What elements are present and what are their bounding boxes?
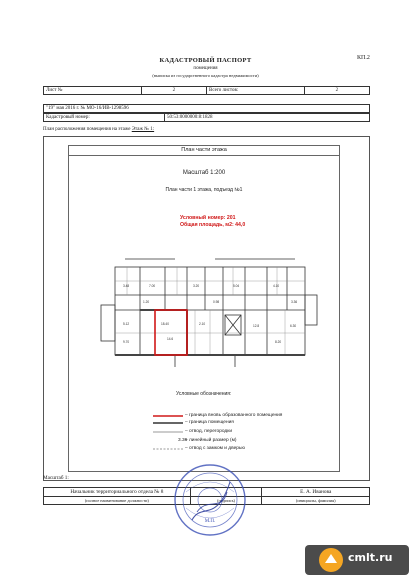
document-subtitle-note: (выписка из государственного кадастра недвижимости) bbox=[152, 73, 259, 78]
cadastral-value: 50:53:0000000:8:1828 bbox=[164, 114, 213, 122]
legend-item-new-boundary: – граница вновь образованного помещения bbox=[185, 413, 283, 418]
conditional-number: Условный номер: 201 bbox=[180, 215, 236, 221]
legend-item-partitions: – отвод, перегородки bbox=[185, 429, 233, 434]
legend-item-boundary: – граница помещения bbox=[185, 420, 234, 425]
svg-text:14.6: 14.6 bbox=[167, 337, 174, 341]
plan-caption bbox=[43, 127, 154, 132]
official-stamp bbox=[172, 462, 248, 538]
floor-plan-drawing bbox=[95, 255, 320, 370]
svg-text:1.20: 1.20 bbox=[143, 300, 150, 304]
legend-dim-sample: 3.36 bbox=[178, 438, 188, 443]
svg-text:0.98: 0.98 bbox=[213, 300, 220, 304]
plan-text: План расположения помещения на этаже bbox=[43, 127, 131, 132]
svg-text:18.40: 18.40 bbox=[161, 322, 169, 326]
legend-item-linear: – линейный размер (м) bbox=[185, 438, 237, 443]
svg-text:7.00: 7.00 bbox=[149, 284, 156, 288]
total-sheets-label: Всего листов: bbox=[206, 87, 304, 95]
footer-scale-label: Масштаб 1: bbox=[43, 475, 69, 481]
svg-text:5.12: 5.12 bbox=[123, 322, 130, 326]
plan-scale: Масштаб 1:200 bbox=[182, 170, 226, 176]
signature-caption: (подпись) bbox=[190, 497, 262, 505]
total-sheets-value: 2 bbox=[304, 87, 369, 95]
svg-text:9.70: 9.70 bbox=[123, 340, 130, 344]
document-title: КАДАСТРОВЫЙ ПАСПОРТ bbox=[159, 57, 252, 64]
total-area: Общая площадь, м2: 44,0 bbox=[180, 222, 246, 228]
svg-text:12.8: 12.8 bbox=[253, 324, 260, 328]
legend-title: Условные обозначения: bbox=[176, 391, 232, 397]
svg-text:4.10: 4.10 bbox=[273, 284, 280, 288]
official-position: Начальник территориального отдела № 8 bbox=[44, 488, 191, 497]
date-line: "19" мая 2016 г. № МО-16/ИВ-1298596 bbox=[46, 106, 129, 111]
sheet-value: 2 bbox=[141, 87, 206, 95]
position-caption: (полное наименование должности) bbox=[44, 497, 191, 505]
stamp-mp-label: М.П. bbox=[204, 519, 216, 524]
svg-text:8.20: 8.20 bbox=[275, 340, 282, 344]
legend-samples bbox=[150, 398, 186, 458]
cadastral-row bbox=[43, 113, 370, 122]
svg-text:2.10: 2.10 bbox=[199, 322, 206, 326]
sheet-table bbox=[43, 86, 370, 95]
svg-text:3.36: 3.36 bbox=[291, 300, 298, 304]
legend-item-door: – отвод с замком и дверью bbox=[185, 446, 246, 451]
form-code: КП.2 bbox=[357, 55, 370, 61]
watermark-text: cmlt.ru bbox=[348, 551, 393, 564]
date-row bbox=[43, 104, 370, 113]
cadastral-label: Кадастровый номер: bbox=[46, 115, 90, 120]
svg-text:3.48: 3.48 bbox=[123, 284, 130, 288]
official-name: Е. А. Иванова bbox=[262, 488, 370, 497]
document-subtitle: помещения bbox=[193, 66, 218, 71]
svg-text:6.30: 6.30 bbox=[290, 324, 297, 328]
name-caption: (инициалы, фамилия) bbox=[262, 497, 370, 505]
svg-text:5.04: 5.04 bbox=[233, 284, 240, 288]
floor-label: План части 1 этажа, подъезд №1 bbox=[165, 187, 243, 193]
sheet-label: Лист № bbox=[44, 87, 142, 95]
plan-floor: Этаж № 1: bbox=[131, 127, 155, 132]
svg-text:3.20: 3.20 bbox=[193, 284, 200, 288]
plan-frame-title: План части этажа bbox=[68, 145, 340, 156]
